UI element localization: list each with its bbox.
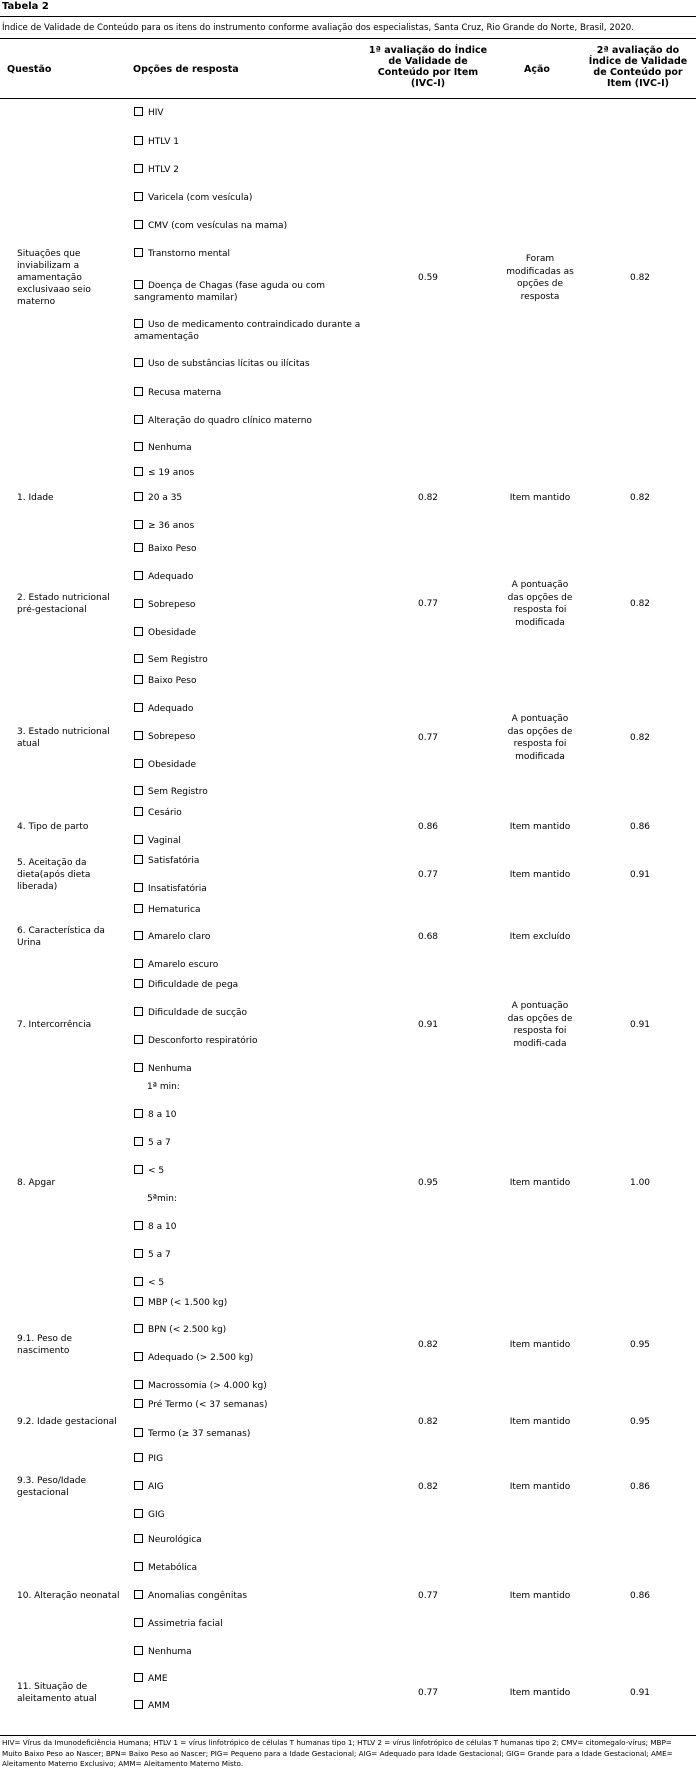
header-opcoes: Opções de resposta <box>133 64 239 75</box>
question-label: 1. Idade <box>17 493 54 503</box>
checkbox-icon[interactable] <box>134 415 143 424</box>
response-option <box>134 979 364 991</box>
ivc2-value: 0.86 <box>629 822 651 832</box>
response-option <box>134 442 364 454</box>
table-bottom-rule <box>0 1735 696 1736</box>
option-text: Transtorno mental <box>148 249 230 259</box>
checkbox-icon[interactable] <box>134 759 143 768</box>
response-option <box>134 1165 364 1177</box>
ivc1-value: 0.91 <box>417 1020 439 1030</box>
checkbox-icon[interactable] <box>134 654 143 663</box>
response-option <box>134 1352 364 1364</box>
response-option <box>134 1221 364 1233</box>
table-caption: Índice de Validade de Conteúdo para os itens do instrumento conforme avaliação dos especialistas, Santa Cruz, Rio Grande do Norte, Brasil, 2020. <box>2 23 634 33</box>
response-option <box>134 220 364 232</box>
option-text: 20 a 35 <box>148 493 183 503</box>
option-text: Sem Registro <box>148 787 208 797</box>
checkbox-icon[interactable] <box>134 1137 143 1146</box>
checkbox-icon[interactable] <box>134 492 143 501</box>
option-text: AIG <box>148 1482 164 1492</box>
question-label: 5. Aceitação da dieta(após dieta liberada) <box>17 858 91 892</box>
question-label: Situações que inviabilizam a amamentação exclusivaao seio materno <box>17 249 91 307</box>
response-option <box>134 136 364 148</box>
checkbox-icon[interactable] <box>134 571 143 580</box>
response-option <box>134 1249 364 1261</box>
checkbox-icon[interactable] <box>134 248 143 257</box>
checkbox-icon[interactable] <box>134 883 143 892</box>
ivc1-value: 0.77 <box>417 1591 439 1601</box>
response-option <box>134 959 364 971</box>
response-option <box>147 1193 377 1205</box>
option-text: Adequado <box>148 572 194 582</box>
ivc1-value: 0.82 <box>417 493 439 503</box>
option-text: Baixo Peso <box>148 676 197 686</box>
checkbox-icon[interactable] <box>134 1297 143 1306</box>
checkbox-icon[interactable] <box>134 599 143 608</box>
option-text: ≥ 36 anos <box>148 521 195 531</box>
response-option <box>134 703 364 715</box>
header-ivc1: 1ª avaliação do Índice de Validade de Conteúdo por Item (IVC-I) <box>368 45 488 89</box>
action-text: Item mantido <box>509 1177 571 1188</box>
option-text: Sobrepeso <box>148 600 196 610</box>
response-option <box>134 1618 364 1630</box>
action-text: Item mantido <box>509 821 571 832</box>
checkbox-icon[interactable] <box>134 319 143 328</box>
header-bottom-rule <box>0 98 696 99</box>
response-option <box>134 1277 364 1289</box>
header-top-rule <box>0 38 696 39</box>
action-text: Item excluído <box>509 931 571 942</box>
response-option <box>134 1534 364 1546</box>
option-text: Dificuldade de pega <box>148 980 239 990</box>
ivc2-value: 0.82 <box>629 273 651 283</box>
ivc2-value: 0.91 <box>629 870 651 880</box>
checkbox-icon[interactable] <box>134 520 143 529</box>
question-label: 2. Estado nutricional pré-gestacional <box>17 593 110 615</box>
checkbox-icon[interactable] <box>134 1324 143 1333</box>
option-text: AMM <box>148 1701 170 1711</box>
checkbox-icon[interactable] <box>134 1562 143 1571</box>
ivc2-value: 0.86 <box>629 1482 651 1492</box>
question-label: 3. Estado nutricional atual <box>17 727 110 749</box>
checkbox-icon[interactable] <box>134 358 143 367</box>
checkbox-icon[interactable] <box>134 1590 143 1599</box>
checkbox-icon[interactable] <box>134 1249 143 1258</box>
option-text: < 5 <box>148 1166 165 1176</box>
question-label: 11. Situação de aleitamento atual <box>17 1682 97 1704</box>
action-text: Item mantido <box>509 1590 571 1601</box>
ivc1-value: 0.82 <box>417 1340 439 1350</box>
ivc2-value: 0.95 <box>629 1417 651 1427</box>
option-text: Varicela (com vesícula) <box>148 193 253 203</box>
option-text: Adequado (> 2.500 kg) <box>148 1353 254 1363</box>
checkbox-icon[interactable] <box>134 1277 143 1286</box>
option-text: Sobrepeso <box>148 732 196 742</box>
option-text: Pré Termo (< 37 semanas) <box>148 1400 268 1410</box>
checkbox-icon[interactable] <box>134 164 143 173</box>
option-text: Neurológica <box>148 1535 202 1545</box>
response-option <box>134 492 364 504</box>
ivc2-value: 0.82 <box>629 599 651 609</box>
question-label: 4. Tipo de parto <box>17 822 89 832</box>
option-text: Insatisfatória <box>148 884 207 894</box>
question-label: 10. Alteração neonatal <box>17 1591 120 1601</box>
response-option <box>134 1590 364 1602</box>
ivc1-value: 0.77 <box>417 733 439 743</box>
option-text: Vaginal <box>148 836 181 846</box>
checkbox-icon[interactable] <box>134 835 143 844</box>
response-option <box>134 835 364 847</box>
checkbox-icon[interactable] <box>134 280 143 289</box>
checkbox-icon[interactable] <box>134 731 143 740</box>
question-label: 9.3. Peso/Idade gestacional <box>17 1476 87 1498</box>
action-text: Foram modificadas as opções de resposta <box>506 254 574 302</box>
checkbox-icon[interactable] <box>134 1646 143 1655</box>
option-text: Anomalias congênitas <box>148 1591 248 1601</box>
checkbox-icon[interactable] <box>134 136 143 145</box>
option-text: 5 a 7 <box>148 1138 171 1148</box>
option-text: < 5 <box>148 1278 165 1288</box>
checkbox-icon[interactable] <box>134 1380 143 1389</box>
checkbox-icon[interactable] <box>134 1700 143 1709</box>
action-text: Item mantido <box>509 1687 571 1698</box>
checkbox-icon[interactable] <box>134 192 143 201</box>
option-text: Amarelo claro <box>148 932 211 942</box>
option-text: PIG <box>148 1454 164 1464</box>
option-text: ≤ 19 anos <box>148 468 195 478</box>
ivc2-value: 0.82 <box>629 733 651 743</box>
action-text: Item mantido <box>509 492 571 503</box>
header-questao: Questão <box>7 64 52 75</box>
question-label: 8. Apgar <box>17 1178 56 1188</box>
response-option <box>134 467 364 479</box>
table-label: Tabela 2 <box>2 1 49 12</box>
option-text: Termo (≥ 37 semanas) <box>148 1429 251 1439</box>
checkbox-icon[interactable] <box>134 543 143 552</box>
option-text: 5 a 7 <box>148 1250 171 1260</box>
question-label: 6. Característica da Urina <box>17 926 105 948</box>
option-text: Dificuldade de sucção <box>148 1008 248 1018</box>
option-text: Nenhuma <box>148 1647 192 1657</box>
checkbox-icon[interactable] <box>134 1221 143 1230</box>
response-option <box>134 1428 364 1440</box>
ivc1-value: 0.59 <box>417 273 439 283</box>
option-text: Macrossomia (> 4.000 kg) <box>148 1381 267 1391</box>
option-text: Recusa materna <box>148 388 222 398</box>
response-option <box>134 1324 364 1336</box>
option-text: MBP (< 1.500 kg) <box>148 1298 228 1308</box>
response-option <box>134 1700 364 1712</box>
question-label: 9.1. Peso de nascimento <box>17 1334 72 1356</box>
checkbox-icon[interactable] <box>134 627 143 636</box>
checkbox-icon[interactable] <box>134 1063 143 1072</box>
checkbox-icon[interactable] <box>134 959 143 968</box>
checkbox-icon[interactable] <box>134 1618 143 1627</box>
response-option <box>134 192 364 204</box>
checkbox-icon[interactable] <box>134 1673 143 1682</box>
response-option <box>134 1297 364 1309</box>
response-option <box>134 931 364 943</box>
response-option <box>134 1035 364 1047</box>
checkbox-icon[interactable] <box>134 703 143 712</box>
option-text: Desconforto respiratório <box>148 1036 258 1046</box>
option-text: Sem Registro <box>148 655 208 665</box>
question-label: 7. Intercorrência <box>17 1020 92 1030</box>
response-option <box>134 1137 364 1149</box>
action-text: A pontuação das opções de resposta foi modifi-cada <box>507 1001 573 1049</box>
checkbox-icon[interactable] <box>134 1399 143 1408</box>
ivc2-value: 0.95 <box>629 1340 651 1350</box>
ivc1-value: 0.95 <box>417 1178 439 1188</box>
action-text: Item mantido <box>509 1416 571 1427</box>
response-option <box>134 627 364 639</box>
option-text: BPN (< 2.500 kg) <box>148 1325 227 1335</box>
checkbox-icon[interactable] <box>134 855 143 864</box>
response-option <box>134 1562 364 1574</box>
ivc2-value: 0.82 <box>629 493 651 503</box>
checkbox-icon[interactable] <box>134 387 143 396</box>
checkbox-icon[interactable] <box>134 979 143 988</box>
response-option <box>134 786 364 798</box>
checkbox-icon[interactable] <box>134 467 143 476</box>
header-ivc2: 2ª avaliação do Índice de Validade de Conteúdo por Item (IVC-I) <box>588 45 688 89</box>
ivc1-value: 0.77 <box>417 599 439 609</box>
option-text: 8 a 10 <box>148 1222 177 1232</box>
ivc2-value: 0.91 <box>629 1020 651 1030</box>
ivc1-value: 0.86 <box>417 822 439 832</box>
option-text: HTLV 1 <box>148 137 180 147</box>
action-text: Item mantido <box>509 869 571 880</box>
ivc1-value: 0.82 <box>417 1417 439 1427</box>
response-option <box>134 654 364 666</box>
option-text: Baixo Peso <box>148 544 197 554</box>
response-option <box>134 1673 364 1685</box>
option-text: Nenhuma <box>148 443 192 453</box>
option-text: HTLV 2 <box>148 165 180 175</box>
ivc1-value: 0.77 <box>417 1688 439 1698</box>
response-option <box>134 1399 364 1411</box>
checkbox-icon[interactable] <box>134 1453 143 1462</box>
response-option <box>134 904 364 916</box>
response-option <box>134 1063 364 1075</box>
option-text: Alteração do quadro clínico materno <box>148 416 312 426</box>
option-text: HIV <box>148 108 164 118</box>
response-option <box>134 280 364 304</box>
ivc2-value: 1.00 <box>629 1178 651 1188</box>
option-text: 8 a 10 <box>148 1110 177 1120</box>
option-text: Doença de Chagas (fase aguda ou com sangramento mamilar) <box>134 281 325 303</box>
response-option <box>134 520 364 532</box>
response-option <box>134 1646 364 1658</box>
checkbox-icon[interactable] <box>134 904 143 913</box>
response-option <box>134 387 364 399</box>
option-text: Amarelo escuro <box>148 960 219 970</box>
response-option <box>134 883 364 895</box>
option-text: GIG <box>148 1510 165 1520</box>
ivc2-value: 0.86 <box>629 1591 651 1601</box>
ivc2-value: 0.91 <box>629 1688 651 1698</box>
response-option <box>134 675 364 687</box>
response-option <box>134 248 364 260</box>
response-option <box>134 1453 364 1465</box>
checkbox-icon[interactable] <box>134 107 143 116</box>
checkbox-icon[interactable] <box>134 786 143 795</box>
option-text: CMV (com vesículas na mama) <box>148 221 288 231</box>
response-option <box>134 759 364 771</box>
response-option <box>134 1481 364 1493</box>
response-option <box>134 1509 364 1521</box>
checkbox-icon[interactable] <box>134 675 143 684</box>
option-text: Uso de medicamento contraindicado durante a amamentação <box>134 320 361 342</box>
response-option <box>134 1109 364 1121</box>
checkbox-icon[interactable] <box>134 1481 143 1490</box>
checkbox-icon[interactable] <box>134 1534 143 1543</box>
checkbox-icon[interactable] <box>134 931 143 940</box>
response-option <box>134 571 364 583</box>
title-rule <box>0 16 696 17</box>
action-text: A pontuação das opções de resposta foi modificada <box>507 714 573 762</box>
checkbox-icon[interactable] <box>134 807 143 816</box>
checkbox-icon[interactable] <box>134 442 143 451</box>
response-option <box>134 107 364 119</box>
response-option <box>134 807 364 819</box>
option-text: Nenhuma <box>148 1064 192 1074</box>
option-text: AME <box>148 1674 168 1684</box>
option-text: Cesário <box>148 808 182 818</box>
option-text: 1ª min: <box>147 1082 180 1092</box>
ivc1-value: 0.77 <box>417 870 439 880</box>
response-option <box>134 319 364 343</box>
option-text: Adequado <box>148 704 194 714</box>
response-option <box>134 1007 364 1019</box>
response-option <box>134 543 364 555</box>
action-text: A pontuação das opções de resposta foi modificada <box>507 580 573 628</box>
response-option <box>147 1081 377 1093</box>
option-text: Satisfatória <box>148 856 200 866</box>
option-text: Hematurica <box>148 905 201 915</box>
checkbox-icon[interactable] <box>134 1109 143 1118</box>
action-text: Item mantido <box>509 1481 571 1492</box>
option-text: 5ªmin: <box>147 1194 177 1204</box>
response-option <box>134 358 364 370</box>
header-acao: Ação <box>524 64 550 75</box>
option-text: Metabólica <box>148 1563 198 1573</box>
checkbox-icon[interactable] <box>134 220 143 229</box>
action-text: Item mantido <box>509 1339 571 1350</box>
option-text: Obesidade <box>148 760 197 770</box>
question-label: 9.2. Idade gestacional <box>17 1417 117 1427</box>
response-option <box>134 855 364 867</box>
checkbox-icon[interactable] <box>134 1352 143 1361</box>
checkbox-icon[interactable] <box>134 1509 143 1518</box>
ivc1-value: 0.82 <box>417 1482 439 1492</box>
option-text: Obesidade <box>148 628 197 638</box>
response-option <box>134 731 364 743</box>
response-option <box>134 1380 364 1392</box>
checkbox-icon[interactable] <box>134 1165 143 1174</box>
response-option <box>134 415 364 427</box>
footnote: HIV= Vírus da Imunodeficiência Humana; HTLV 1 = vírus linfotrópico de células T humanas tipo 1; HTLV 2 = vírus linfotrópico de células T humanas tipo 2; CMV= citomegalo-vírus; MBP= Muito Baixo Peso ao Nascer; BPN= Baixo Peso ao Nascer; PIG= Pequeno para a Idade Gestacional; AIG= Adequado para Idade Gestacional; GIG= Grande para a Idade Gestacional; AME= Aleitamento Materno Exclusivo; AMM= Aleitamento Materno Misto. <box>2 1738 673 1768</box>
checkbox-icon[interactable] <box>134 1007 143 1016</box>
option-text: Assimetria facial <box>148 1619 223 1629</box>
checkbox-icon[interactable] <box>134 1428 143 1437</box>
ivc1-value: 0.68 <box>417 932 439 942</box>
checkbox-icon[interactable] <box>134 1035 143 1044</box>
response-option <box>134 164 364 176</box>
option-text: Uso de substâncias lícitas ou ilícitas <box>148 359 310 369</box>
response-option <box>134 599 364 611</box>
